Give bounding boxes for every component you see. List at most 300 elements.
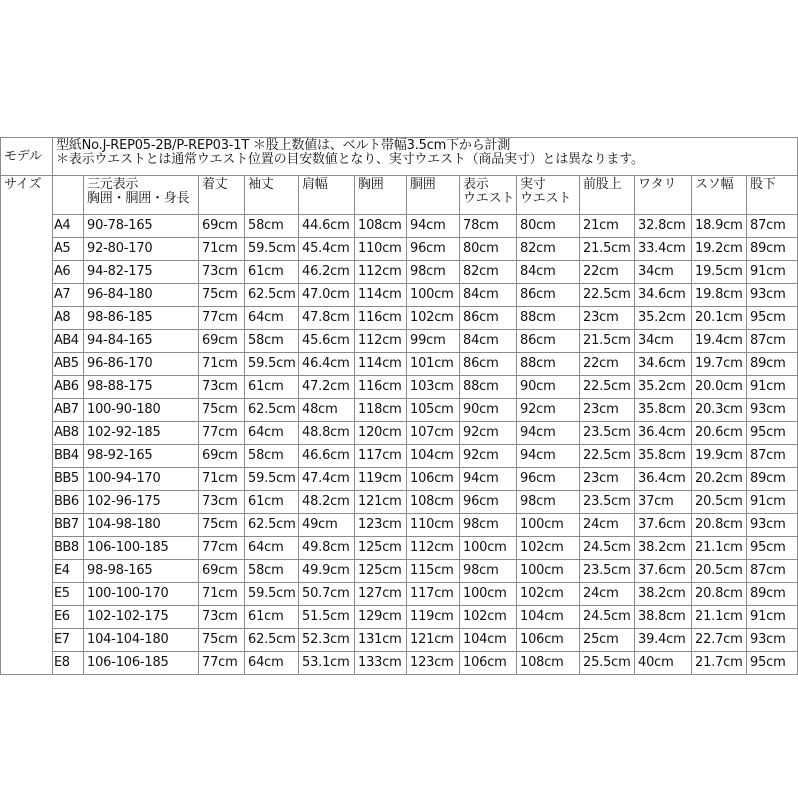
- cell-inseam: 91cm: [747, 606, 798, 629]
- header-size-display: [84, 176, 199, 215]
- cell-length: 69cm: [199, 445, 245, 468]
- cell-waist-girth: 94cm: [407, 215, 460, 238]
- cell-actual-waist: 106cm: [517, 629, 580, 652]
- cell-actual-waist: 102cm: [517, 583, 580, 606]
- cell-length: 75cm: [199, 629, 245, 652]
- cell-size-display: 98-86-185: [84, 307, 199, 330]
- cell-hem-width: 21.1cm: [692, 537, 747, 560]
- table-row: [1, 284, 798, 307]
- cell-size-display: 90-78-165: [84, 215, 199, 238]
- cell-size-code: E7: [53, 629, 84, 652]
- table-row: [1, 399, 798, 422]
- cell-size-display: 98-88-175: [84, 376, 199, 399]
- cell-size-display: 100-94-170: [84, 468, 199, 491]
- cell-size-code: AB7: [53, 399, 84, 422]
- cell-shoulder: 47.2cm: [299, 376, 355, 399]
- cell-thigh: 38.2cm: [635, 583, 692, 606]
- cell-thigh: 37cm: [635, 491, 692, 514]
- cell-waist-girth: 99cm: [407, 330, 460, 353]
- cell-waist-girth: 96cm: [407, 238, 460, 261]
- cell-actual-waist: 82cm: [517, 238, 580, 261]
- cell-actual-waist: 86cm: [517, 284, 580, 307]
- cell-inseam: 87cm: [747, 560, 798, 583]
- cell-thigh: 32.8cm: [635, 215, 692, 238]
- cell-front-rise: 23.5cm: [580, 560, 635, 583]
- cell-shoulder: 46.6cm: [299, 445, 355, 468]
- cell-hem-width: 19.7cm: [692, 353, 747, 376]
- header-length: 着丈: [199, 176, 245, 215]
- cell-inseam: 87cm: [747, 215, 798, 238]
- cell-front-rise: 22.5cm: [580, 376, 635, 399]
- cell-actual-waist: 100cm: [517, 514, 580, 537]
- cell-chest: 116cm: [355, 376, 407, 399]
- cell-size-code: AB8: [53, 422, 84, 445]
- cell-length: 73cm: [199, 376, 245, 399]
- header-actual-waist-line-1: 実寸: [520, 177, 546, 192]
- cell-thigh: 33.4cm: [635, 238, 692, 261]
- cell-sleeve: 59.5cm: [245, 468, 299, 491]
- cell-thigh: 35.2cm: [635, 307, 692, 330]
- cell-chest: 131cm: [355, 629, 407, 652]
- table-row: [1, 560, 798, 583]
- cell-size-display: 98-92-165: [84, 445, 199, 468]
- cell-hem-width: 20.3cm: [692, 399, 747, 422]
- cell-display-waist: 86cm: [460, 307, 517, 330]
- cell-size-code: A4: [53, 215, 84, 238]
- cell-actual-waist: 100cm: [517, 560, 580, 583]
- cell-actual-waist: 86cm: [517, 330, 580, 353]
- cell-front-rise: 22cm: [580, 261, 635, 284]
- header-size-display-line-2: 胸囲・胴囲・身長: [87, 191, 190, 206]
- cell-sleeve: 59.5cm: [245, 583, 299, 606]
- cell-size-display: 94-82-175: [84, 261, 199, 284]
- cell-size-code: BB8: [53, 537, 84, 560]
- cell-chest: 129cm: [355, 606, 407, 629]
- cell-inseam: 87cm: [747, 330, 798, 353]
- cell-length: 69cm: [199, 560, 245, 583]
- cell-inseam: 95cm: [747, 307, 798, 330]
- model-note: [53, 138, 798, 176]
- cell-sleeve: 58cm: [245, 215, 299, 238]
- cell-shoulder: 45.6cm: [299, 330, 355, 353]
- cell-actual-waist: 98cm: [517, 491, 580, 514]
- cell-chest: 133cm: [355, 652, 407, 675]
- table-row: [1, 514, 798, 537]
- cell-front-rise: 23cm: [580, 307, 635, 330]
- cell-thigh: 35.2cm: [635, 376, 692, 399]
- cell-inseam: 91cm: [747, 491, 798, 514]
- cell-inseam: 89cm: [747, 583, 798, 606]
- model-note-line-1: 型紙No.J-REP05-2B/P-REP03-1T ＊股上数値は、ベルト帯幅3.5cm下から計測: [56, 138, 511, 153]
- cell-chest: 123cm: [355, 514, 407, 537]
- cell-display-waist: 84cm: [460, 284, 517, 307]
- cell-display-waist: 96cm: [460, 491, 517, 514]
- cell-length: 75cm: [199, 284, 245, 307]
- cell-waist-girth: 103cm: [407, 376, 460, 399]
- cell-size-display: 100-90-180: [84, 399, 199, 422]
- cell-front-rise: 22.5cm: [580, 445, 635, 468]
- cell-actual-waist: 104cm: [517, 606, 580, 629]
- table-row: [1, 422, 798, 445]
- cell-size-code: BB6: [53, 491, 84, 514]
- cell-hem-width: 22.7cm: [692, 629, 747, 652]
- cell-sleeve: 62.5cm: [245, 629, 299, 652]
- cell-sleeve: 61cm: [245, 376, 299, 399]
- cell-front-rise: 23.5cm: [580, 491, 635, 514]
- cell-waist-girth: 100cm: [407, 284, 460, 307]
- table-row: [1, 353, 798, 376]
- cell-size-code: E6: [53, 606, 84, 629]
- cell-thigh: 34.6cm: [635, 353, 692, 376]
- cell-thigh: 36.4cm: [635, 422, 692, 445]
- cell-inseam: 93cm: [747, 399, 798, 422]
- header-waist-girth: 胴囲: [407, 176, 460, 215]
- cell-chest: 119cm: [355, 468, 407, 491]
- cell-hem-width: 19.8cm: [692, 284, 747, 307]
- cell-hem-width: 18.9cm: [692, 215, 747, 238]
- cell-shoulder: 47.0cm: [299, 284, 355, 307]
- header-size-code: [53, 176, 84, 215]
- cell-size-code: A8: [53, 307, 84, 330]
- cell-thigh: 34cm: [635, 330, 692, 353]
- cell-sleeve: 58cm: [245, 560, 299, 583]
- header-actual-waist: [517, 176, 580, 215]
- cell-shoulder: 48cm: [299, 399, 355, 422]
- cell-sleeve: 64cm: [245, 652, 299, 675]
- cell-display-waist: 92cm: [460, 422, 517, 445]
- cell-actual-waist: 80cm: [517, 215, 580, 238]
- cell-front-rise: 21.5cm: [580, 330, 635, 353]
- table-row: [1, 261, 798, 284]
- cell-size-display: 104-98-180: [84, 514, 199, 537]
- cell-waist-girth: 98cm: [407, 261, 460, 284]
- cell-sleeve: 62.5cm: [245, 514, 299, 537]
- cell-chest: 120cm: [355, 422, 407, 445]
- cell-size-code: E5: [53, 583, 84, 606]
- cell-shoulder: 48.8cm: [299, 422, 355, 445]
- cell-thigh: 35.8cm: [635, 445, 692, 468]
- cell-display-waist: 86cm: [460, 353, 517, 376]
- cell-actual-waist: 102cm: [517, 537, 580, 560]
- cell-inseam: 93cm: [747, 284, 798, 307]
- cell-shoulder: 52.3cm: [299, 629, 355, 652]
- cell-length: 77cm: [199, 422, 245, 445]
- cell-hem-width: 20.5cm: [692, 491, 747, 514]
- cell-shoulder: 46.4cm: [299, 353, 355, 376]
- cell-hem-width: 20.1cm: [692, 307, 747, 330]
- table-row: [1, 376, 798, 399]
- cell-thigh: 36.4cm: [635, 468, 692, 491]
- cell-size-code: E8: [53, 652, 84, 675]
- cell-hem-width: 20.8cm: [692, 514, 747, 537]
- cell-hem-width: 19.9cm: [692, 445, 747, 468]
- cell-waist-girth: 104cm: [407, 445, 460, 468]
- cell-size-code: AB4: [53, 330, 84, 353]
- size-chart-table: [0, 137, 798, 675]
- cell-waist-girth: 105cm: [407, 399, 460, 422]
- cell-shoulder: 44.6cm: [299, 215, 355, 238]
- cell-shoulder: 45.4cm: [299, 238, 355, 261]
- cell-front-rise: 22.5cm: [580, 284, 635, 307]
- model-row: [1, 138, 798, 176]
- cell-actual-waist: 94cm: [517, 422, 580, 445]
- cell-inseam: 93cm: [747, 514, 798, 537]
- cell-size-display: 102-96-175: [84, 491, 199, 514]
- cell-size-code: AB6: [53, 376, 84, 399]
- cell-front-rise: 23cm: [580, 399, 635, 422]
- cell-display-waist: 92cm: [460, 445, 517, 468]
- cell-size-code: BB4: [53, 445, 84, 468]
- cell-display-waist: 102cm: [460, 606, 517, 629]
- cell-display-waist: 106cm: [460, 652, 517, 675]
- cell-sleeve: 64cm: [245, 537, 299, 560]
- table-row: [1, 606, 798, 629]
- cell-waist-girth: 106cm: [407, 468, 460, 491]
- cell-waist-girth: 112cm: [407, 537, 460, 560]
- cell-front-rise: 23cm: [580, 468, 635, 491]
- table-row: [1, 445, 798, 468]
- cell-sleeve: 58cm: [245, 330, 299, 353]
- cell-thigh: 38.8cm: [635, 606, 692, 629]
- cell-size-display: 102-102-175: [84, 606, 199, 629]
- cell-size-display: 94-84-165: [84, 330, 199, 353]
- cell-hem-width: 19.2cm: [692, 238, 747, 261]
- cell-length: 73cm: [199, 261, 245, 284]
- header-front-rise: 前股上: [580, 176, 635, 215]
- cell-size-display: 98-98-165: [84, 560, 199, 583]
- cell-shoulder: 49.9cm: [299, 560, 355, 583]
- cell-chest: 108cm: [355, 215, 407, 238]
- cell-thigh: 40cm: [635, 652, 692, 675]
- cell-actual-waist: 94cm: [517, 445, 580, 468]
- cell-inseam: 87cm: [747, 445, 798, 468]
- cell-sleeve: 62.5cm: [245, 284, 299, 307]
- cell-shoulder: 53.1cm: [299, 652, 355, 675]
- cell-display-waist: 98cm: [460, 560, 517, 583]
- cell-chest: 125cm: [355, 560, 407, 583]
- cell-waist-girth: 119cm: [407, 606, 460, 629]
- header-chest: 胸囲: [355, 176, 407, 215]
- cell-inseam: 91cm: [747, 376, 798, 399]
- cell-hem-width: 19.5cm: [692, 261, 747, 284]
- cell-front-rise: 23.5cm: [580, 422, 635, 445]
- cell-shoulder: 47.8cm: [299, 307, 355, 330]
- cell-chest: 118cm: [355, 399, 407, 422]
- cell-length: 71cm: [199, 583, 245, 606]
- cell-display-waist: 84cm: [460, 330, 517, 353]
- cell-display-waist: 98cm: [460, 514, 517, 537]
- cell-size-display: 106-100-185: [84, 537, 199, 560]
- table-row: [1, 468, 798, 491]
- cell-chest: 114cm: [355, 284, 407, 307]
- cell-shoulder: 51.5cm: [299, 606, 355, 629]
- cell-display-waist: 88cm: [460, 376, 517, 399]
- table-row: [1, 307, 798, 330]
- cell-length: 69cm: [199, 215, 245, 238]
- cell-hem-width: 20.8cm: [692, 583, 747, 606]
- header-hem-width: スソ幅: [692, 176, 747, 215]
- cell-inseam: 95cm: [747, 537, 798, 560]
- cell-size-code: A6: [53, 261, 84, 284]
- cell-chest: 116cm: [355, 307, 407, 330]
- header-shoulder: 肩幅: [299, 176, 355, 215]
- cell-size-code: A7: [53, 284, 84, 307]
- cell-display-waist: 82cm: [460, 261, 517, 284]
- cell-chest: 112cm: [355, 261, 407, 284]
- cell-shoulder: 49.8cm: [299, 537, 355, 560]
- cell-size-display: 96-86-170: [84, 353, 199, 376]
- size-label: サイズ: [1, 176, 53, 675]
- cell-sleeve: 62.5cm: [245, 399, 299, 422]
- cell-sleeve: 58cm: [245, 445, 299, 468]
- cell-hem-width: 20.0cm: [692, 376, 747, 399]
- cell-shoulder: 47.4cm: [299, 468, 355, 491]
- cell-size-display: 96-84-180: [84, 284, 199, 307]
- cell-front-rise: 24cm: [580, 514, 635, 537]
- model-label: モデル: [1, 138, 53, 176]
- cell-display-waist: 90cm: [460, 399, 517, 422]
- table-row: [1, 537, 798, 560]
- cell-shoulder: 50.7cm: [299, 583, 355, 606]
- cell-front-rise: 24.5cm: [580, 537, 635, 560]
- cell-size-display: 104-104-180: [84, 629, 199, 652]
- cell-thigh: 34.6cm: [635, 284, 692, 307]
- cell-chest: 121cm: [355, 491, 407, 514]
- cell-length: 75cm: [199, 514, 245, 537]
- cell-waist-girth: 117cm: [407, 583, 460, 606]
- cell-thigh: 37.6cm: [635, 560, 692, 583]
- cell-size-code: E4: [53, 560, 84, 583]
- cell-display-waist: 104cm: [460, 629, 517, 652]
- cell-inseam: 93cm: [747, 629, 798, 652]
- cell-chest: 110cm: [355, 238, 407, 261]
- cell-inseam: 95cm: [747, 652, 798, 675]
- cell-actual-waist: 90cm: [517, 376, 580, 399]
- header-sleeve: 袖丈: [245, 176, 299, 215]
- cell-chest: 117cm: [355, 445, 407, 468]
- cell-display-waist: 78cm: [460, 215, 517, 238]
- cell-size-display: 92-80-170: [84, 238, 199, 261]
- cell-hem-width: 20.6cm: [692, 422, 747, 445]
- model-note-line-2: ＊表示ウエストとは通常ウエスト位置の目安数値となり、実寸ウエスト（商品実寸）とは異なります。: [56, 152, 644, 167]
- cell-front-rise: 24.5cm: [580, 606, 635, 629]
- cell-display-waist: 100cm: [460, 583, 517, 606]
- cell-size-code: BB7: [53, 514, 84, 537]
- cell-actual-waist: 108cm: [517, 652, 580, 675]
- cell-hem-width: 21.7cm: [692, 652, 747, 675]
- cell-front-rise: 25.5cm: [580, 652, 635, 675]
- cell-chest: 112cm: [355, 330, 407, 353]
- cell-length: 77cm: [199, 307, 245, 330]
- cell-sleeve: 61cm: [245, 606, 299, 629]
- header-row: [1, 176, 798, 215]
- table-row: [1, 330, 798, 353]
- cell-length: 73cm: [199, 491, 245, 514]
- cell-waist-girth: 115cm: [407, 560, 460, 583]
- cell-length: 71cm: [199, 353, 245, 376]
- cell-display-waist: 94cm: [460, 468, 517, 491]
- cell-length: 69cm: [199, 330, 245, 353]
- cell-chest: 114cm: [355, 353, 407, 376]
- cell-thigh: 37.6cm: [635, 514, 692, 537]
- cell-size-code: AB5: [53, 353, 84, 376]
- table-row: [1, 215, 798, 238]
- cell-chest: 127cm: [355, 583, 407, 606]
- cell-front-rise: 21cm: [580, 215, 635, 238]
- table-row: [1, 652, 798, 675]
- cell-hem-width: 20.2cm: [692, 468, 747, 491]
- cell-front-rise: 22cm: [580, 353, 635, 376]
- cell-actual-waist: 88cm: [517, 353, 580, 376]
- header-size-display-line-1: 三元表示: [87, 177, 139, 192]
- header-actual-waist-line-2: ウエスト: [520, 191, 572, 206]
- cell-actual-waist: 92cm: [517, 399, 580, 422]
- cell-hem-width: 19.4cm: [692, 330, 747, 353]
- cell-waist-girth: 110cm: [407, 514, 460, 537]
- cell-shoulder: 46.2cm: [299, 261, 355, 284]
- cell-waist-girth: 102cm: [407, 307, 460, 330]
- cell-inseam: 89cm: [747, 468, 798, 491]
- header-display-waist-line-1: 表示: [463, 177, 489, 192]
- cell-size-display: 102-92-185: [84, 422, 199, 445]
- cell-inseam: 89cm: [747, 353, 798, 376]
- cell-sleeve: 61cm: [245, 261, 299, 284]
- cell-length: 71cm: [199, 468, 245, 491]
- cell-sleeve: 64cm: [245, 422, 299, 445]
- cell-waist-girth: 107cm: [407, 422, 460, 445]
- cell-inseam: 89cm: [747, 238, 798, 261]
- header-display-waist: [460, 176, 517, 215]
- header-display-waist-line-2: ウエスト: [463, 191, 515, 206]
- cell-shoulder: 48.2cm: [299, 491, 355, 514]
- cell-length: 71cm: [199, 238, 245, 261]
- header-inseam: 股下: [747, 176, 798, 215]
- cell-waist-girth: 101cm: [407, 353, 460, 376]
- cell-hem-width: 20.5cm: [692, 560, 747, 583]
- cell-display-waist: 100cm: [460, 537, 517, 560]
- cell-thigh: 39.4cm: [635, 629, 692, 652]
- cell-front-rise: 21.5cm: [580, 238, 635, 261]
- cell-size-code: BB5: [53, 468, 84, 491]
- cell-sleeve: 61cm: [245, 491, 299, 514]
- cell-actual-waist: 96cm: [517, 468, 580, 491]
- cell-inseam: 91cm: [747, 261, 798, 284]
- cell-thigh: 34cm: [635, 261, 692, 284]
- table-row: [1, 583, 798, 606]
- header-thigh: ワタリ: [635, 176, 692, 215]
- cell-waist-girth: 123cm: [407, 652, 460, 675]
- cell-hem-width: 21.1cm: [692, 606, 747, 629]
- cell-inseam: 95cm: [747, 422, 798, 445]
- table-row: [1, 629, 798, 652]
- cell-sleeve: 59.5cm: [245, 353, 299, 376]
- cell-waist-girth: 108cm: [407, 491, 460, 514]
- table-row: [1, 491, 798, 514]
- cell-length: 77cm: [199, 652, 245, 675]
- cell-size-display: 100-100-170: [84, 583, 199, 606]
- cell-actual-waist: 84cm: [517, 261, 580, 284]
- cell-chest: 125cm: [355, 537, 407, 560]
- cell-thigh: 38.2cm: [635, 537, 692, 560]
- cell-front-rise: 24cm: [580, 583, 635, 606]
- cell-shoulder: 49cm: [299, 514, 355, 537]
- cell-length: 75cm: [199, 399, 245, 422]
- table-row: [1, 238, 798, 261]
- cell-size-display: 106-106-185: [84, 652, 199, 675]
- cell-display-waist: 80cm: [460, 238, 517, 261]
- cell-front-rise: 25cm: [580, 629, 635, 652]
- cell-thigh: 35.8cm: [635, 399, 692, 422]
